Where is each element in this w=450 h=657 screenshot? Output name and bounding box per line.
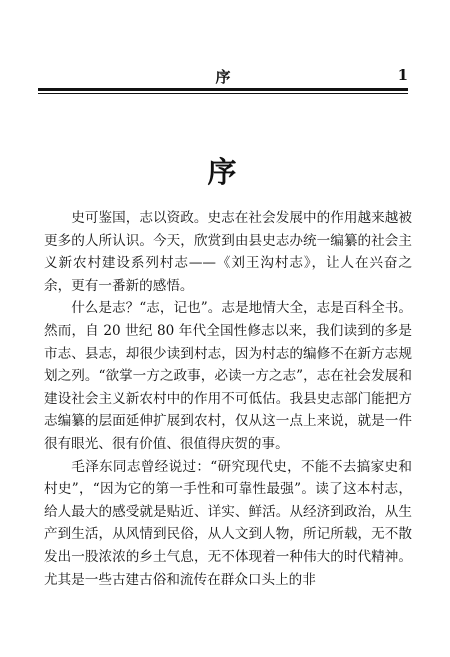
page-number: 1 — [397, 66, 408, 84]
paragraph: 史可鉴国，志以资政。史志在社会发展中的作用越来越被更多的人所认识。今天，欣赏到由县史志办统一编纂的社会主义新农村建设系列村志——《刘王沟村志》，让人在兴奋之余，更有一番新的感悟。 — [44, 210, 412, 294]
running-title: 序 — [215, 68, 233, 86]
paragraph: 什么是志？“志，记也”。志是地情大全，志是百科全书。然而，自 20 世纪 80 年代全国性修志以来，我们读到的多是市志、县志，却很少读到村志，因为村志的编修不在新方志规划之列。“欲掌一方之政事，必读一方之志”，志在社会发展和建设社会主义新农村中的作用不可低估。我县史志部门能把方志编纂的层面延伸扩展到农村，仅从这一点上来说，就是一件很有眼光、很有价值、很值得庆贺的事。 — [44, 300, 412, 452]
paragraph: 毛泽东同志曾经说过：“研究现代史，不能不去搞家史和村史”，“因为它的第一手性和可靠性最强”。读了这本村志，给人最大的感受就是贴近、详实、鲜活。从经济到政治，从生产到生活，从风情到民俗，从人文到人物，所记所载，无不散发出一股浓浓的乡土气息，无不体现着一种伟大的时代精神。尤其是一些古建古俗和流传在群众口头上的非 — [44, 458, 412, 588]
header-rule-thick — [38, 88, 408, 91]
body-text — [44, 207, 412, 591]
running-header — [38, 66, 410, 86]
chapter-title: 序 — [207, 155, 243, 189]
header-rule-thin — [38, 93, 408, 94]
